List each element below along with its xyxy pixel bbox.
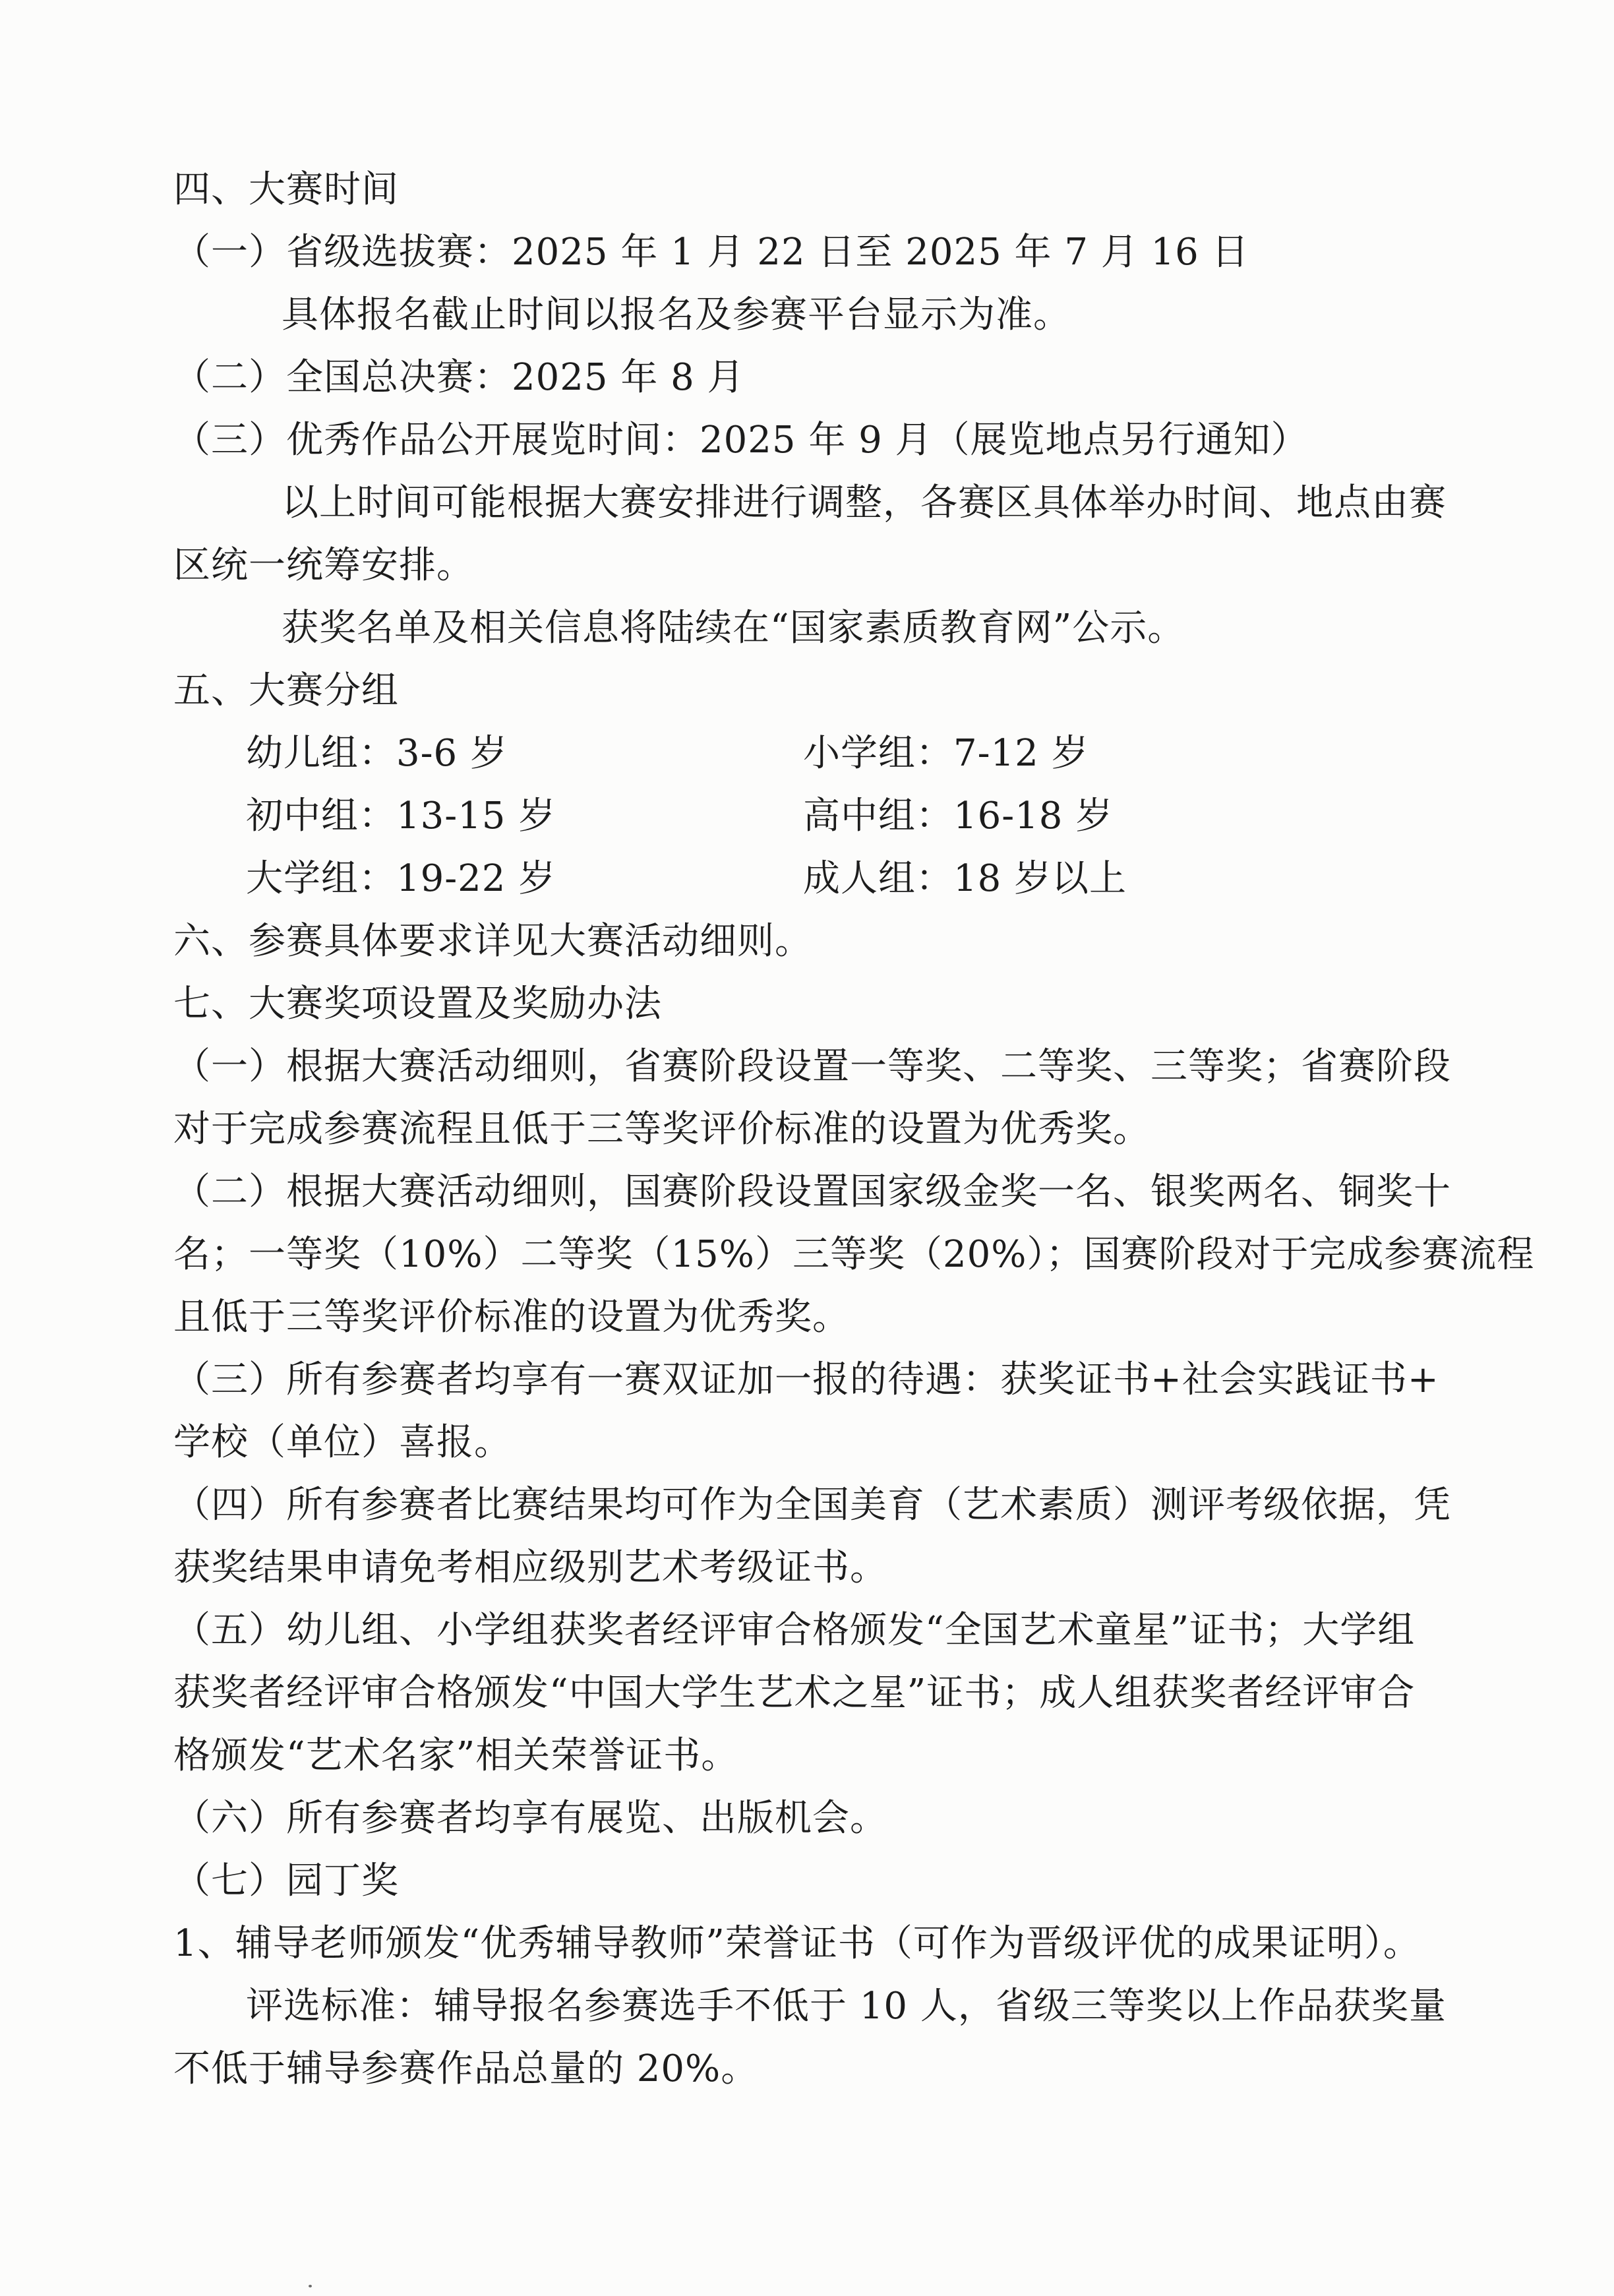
scan-speck bbox=[309, 2285, 312, 2287]
paragraph-line: 名；一等奖（10%）二等奖（15%）三等奖（20%）；国赛阶段对于完成参赛流程 bbox=[173, 1233, 1535, 1276]
paragraph-line: 获奖结果申请免考相应级别艺术考级证书。 bbox=[173, 1546, 887, 1589]
paragraph-line: （二）根据大赛活动细则，国赛阶段设置国家级金奖一名、银奖两名、铜奖十 bbox=[173, 1170, 1451, 1213]
paragraph-line: （四）所有参赛者比赛结果均可作为全国美育（艺术素质）测评考级依据，凭 bbox=[173, 1484, 1451, 1526]
paragraph-line: 评选标准：辅导报名参赛选手不低于 10 人，省级三等奖以上作品获奖量 bbox=[246, 1985, 1447, 2028]
paragraph-line: （二）全国总决赛：2025 年 8 月 bbox=[173, 356, 745, 399]
section-heading-groups: 五、大赛分组 bbox=[173, 669, 399, 712]
paragraph-line: 且低于三等奖评价标准的设置为优秀奖。 bbox=[173, 1296, 850, 1339]
group-item: 高中组：16-18 岁 bbox=[803, 795, 1114, 837]
paragraph-line: 区统一统筹安排。 bbox=[173, 544, 474, 587]
paragraph-line: （一）省级选拔赛：2025 年 1 月 22 日至 2025 年 7 月 16 日 bbox=[173, 231, 1249, 274]
group-item: 小学组：7-12 岁 bbox=[803, 732, 1089, 775]
group-item: 幼儿组：3-6 岁 bbox=[246, 732, 508, 775]
paragraph-line: 1、辅导老师颁发“优秀辅导教师”荣誉证书（可作为晋级评优的成果证明）。 bbox=[173, 1922, 1421, 1965]
paragraph-line: 对于完成参赛流程且低于三等奖评价标准的设置为优秀奖。 bbox=[173, 1108, 1151, 1151]
section-heading-awards: 七、大赛奖项设置及奖励办法 bbox=[173, 982, 662, 1025]
paragraph-line: （六）所有参赛者均享有展览、出版机会。 bbox=[173, 1797, 887, 1840]
group-item: 成人组：18 岁以上 bbox=[803, 857, 1127, 900]
group-item: 初中组：13-15 岁 bbox=[246, 795, 556, 837]
paragraph-line: 获奖名单及相关信息将陆续在“国家素质教育网”公示。 bbox=[282, 607, 1185, 650]
paragraph-line: 以上时间可能根据大赛安排进行调整，各赛区具体举办时间、地点由赛 bbox=[282, 481, 1447, 524]
group-item: 大学组：19-22 岁 bbox=[246, 857, 556, 900]
paragraph-line: 学校（单位）喜报。 bbox=[173, 1421, 512, 1464]
section-heading-competition-time: 四、大赛时间 bbox=[173, 168, 399, 211]
section-heading-requirements: 六、参赛具体要求详见大赛活动细则。 bbox=[173, 920, 812, 963]
paragraph-line: （三）优秀作品公开展览时间：2025 年 9 月（展览地点另行通知） bbox=[173, 419, 1309, 462]
paragraph-line: 获奖者经评审合格颁发“中国大学生艺术之星”证书；成人组获奖者经评审合 bbox=[173, 1672, 1416, 1714]
paragraph-line: （五）幼儿组、小学组获奖者经评审合格颁发“全国艺术童星”证书；大学组 bbox=[173, 1609, 1416, 1652]
paragraph-line: （七）园丁奖 bbox=[173, 1859, 399, 1902]
paragraph-line: （一）根据大赛活动细则，省赛阶段设置一等奖、二等奖、三等奖；省赛阶段 bbox=[173, 1045, 1451, 1088]
paragraph-line: 格颁发“艺术名家”相关荣誉证书。 bbox=[173, 1734, 739, 1777]
paragraph-line: （三）所有参赛者均享有一赛双证加一报的待遇：获奖证书+社会实践证书+ bbox=[173, 1358, 1439, 1401]
paragraph-line: 不低于辅导参赛作品总量的 20%。 bbox=[173, 2047, 759, 2090]
paragraph-line: 具体报名截止时间以报名及参赛平台显示为准。 bbox=[282, 293, 1071, 336]
